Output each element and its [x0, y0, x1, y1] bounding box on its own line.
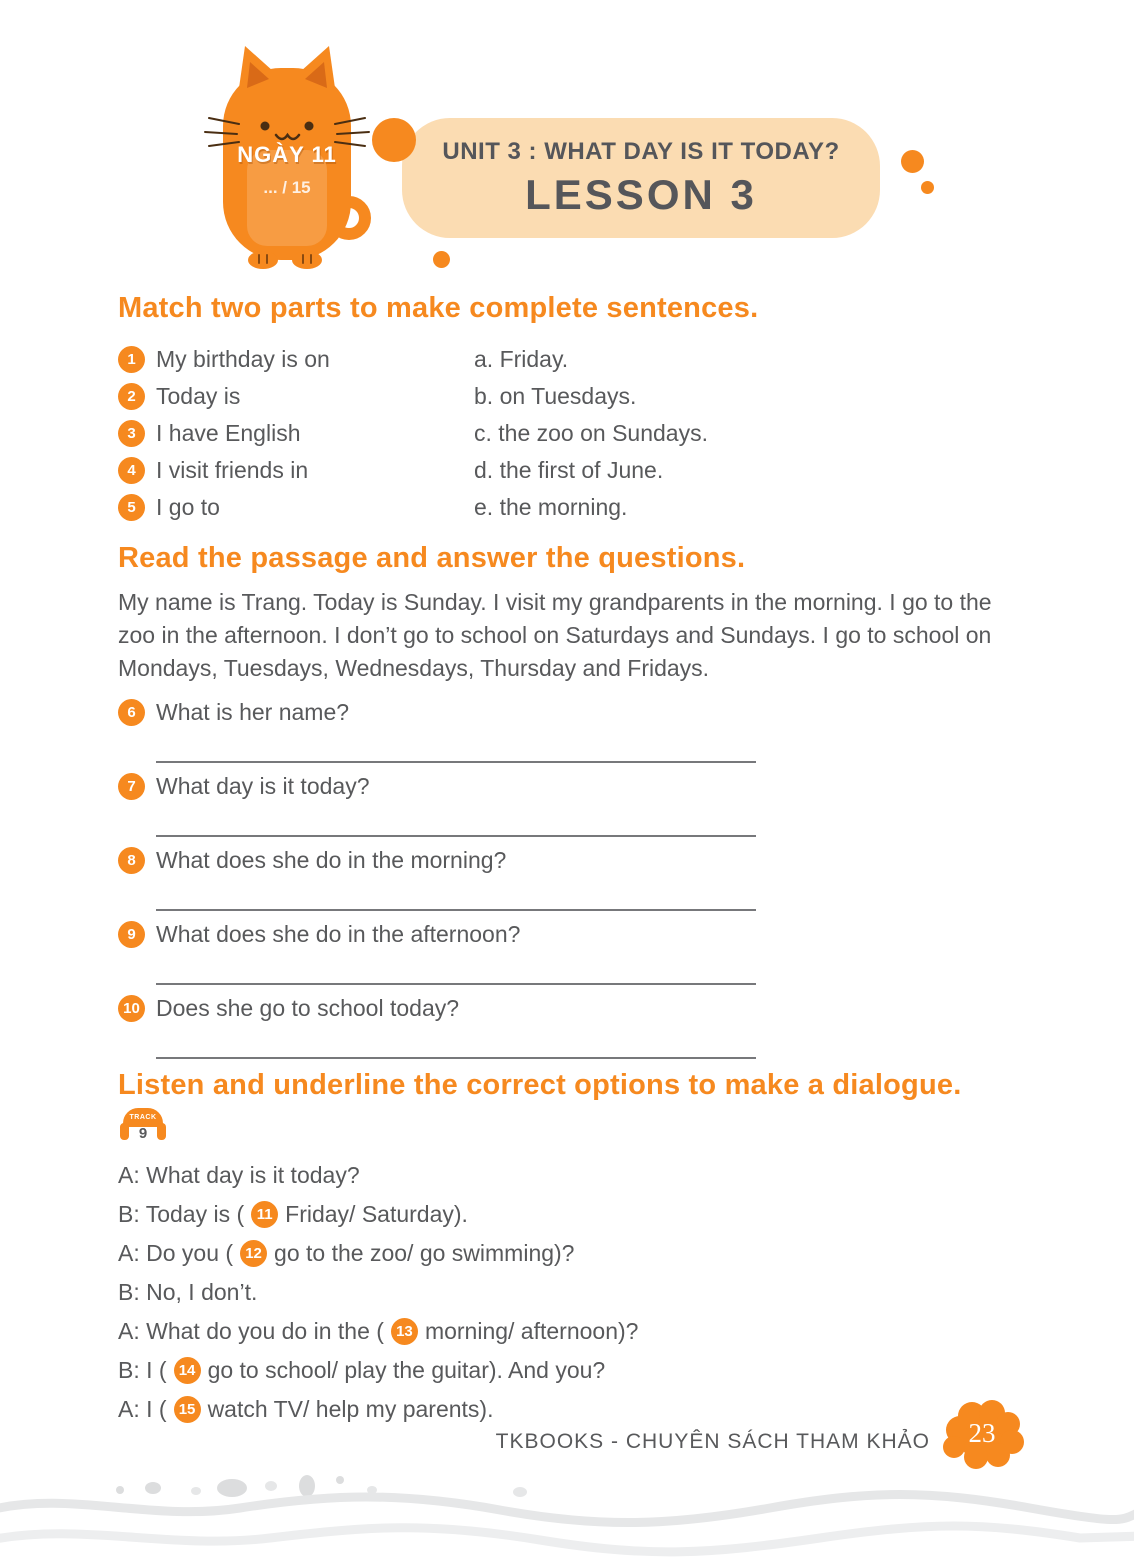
question-text: What is her name? [156, 699, 350, 726]
question-row [118, 771, 1023, 803]
answer-blank [156, 959, 756, 985]
question-text: What does she do in the afternoon? [156, 921, 521, 948]
question-block [118, 697, 1023, 763]
match-item [118, 415, 1023, 452]
dialogue-text: go to school/ play the guitar). And you? [207, 1357, 606, 1384]
question-block [118, 771, 1023, 837]
item-number-badge: 9 [118, 921, 145, 948]
match-right-text: a. Friday. [474, 346, 569, 373]
lesson-banner [402, 118, 880, 238]
listening-section [118, 1156, 1023, 1429]
item-number-badge: 12 [240, 1240, 267, 1267]
item-number-badge: 13 [391, 1318, 418, 1345]
question-text: What day is it today? [156, 773, 370, 800]
answer-blank [156, 1033, 756, 1059]
item-number-badge: 6 [118, 699, 145, 726]
match-item [118, 341, 1023, 378]
match-right-text: d. the first of June. [474, 457, 664, 484]
dialogue-text: morning/ afternoon)? [424, 1318, 639, 1345]
question-row [118, 919, 1023, 951]
match-right-text: b. on Tuesdays. [474, 383, 637, 410]
question-row [118, 697, 1023, 729]
decor-circle [901, 150, 924, 173]
dialogue-text: B: I ( [118, 1357, 167, 1384]
dialogue-line [118, 1195, 1023, 1234]
match-left-text: Today is [156, 383, 241, 410]
match-right-text: c. the zoo on Sundays. [474, 420, 708, 447]
dialogue-line [118, 1312, 1023, 1351]
dialogue-line [118, 1390, 1023, 1429]
match-item [118, 489, 1023, 526]
reading-section-heading: Read the passage and answer the questions. [118, 542, 746, 575]
page-number: 23 [968, 1418, 996, 1448]
match-item [118, 452, 1023, 489]
unit-title: UNIT 3 : WHAT DAY IS IT TODAY? [442, 137, 840, 165]
item-number-badge: 5 [118, 494, 145, 521]
bottom-wave-decoration [0, 1444, 1134, 1559]
dialogue-text: A: I ( [118, 1396, 167, 1423]
dialogue-text: A: What day is it today? [118, 1162, 360, 1189]
worksheet-content [118, 292, 1023, 1429]
track-label: TRACK [129, 1114, 157, 1122]
dialogue-text: B: Today is ( [118, 1201, 245, 1228]
question-block [118, 845, 1023, 911]
dialogue-text: A: Do you ( [118, 1240, 234, 1267]
match-left-text: I visit friends in [156, 457, 309, 484]
item-number-badge: 3 [118, 420, 145, 447]
answer-blank [156, 811, 756, 837]
reading-passage: My name is Trang. Today is Sunday. I visit my grandparents in the morning. I go to the zoo in the afternoon. I don’t go to school on Saturdays and Sundays. I go to school on Mondays, Tuesdays, Wednesdays, Thursday and Fridays. [118, 588, 992, 681]
dialogue-line [118, 1273, 1023, 1312]
item-number-badge: 1 [118, 346, 145, 373]
dialogue-line [118, 1351, 1023, 1390]
decor-circle [372, 118, 416, 162]
question-text: What does she do in the morning? [156, 847, 507, 874]
decor-circle [433, 251, 450, 268]
audio-track-icon [120, 1108, 166, 1150]
listening-section-heading: Listen and underline the correct options to make a dialogue. [118, 1068, 962, 1101]
headphone-earpad-icon [157, 1123, 166, 1140]
item-number-badge: 4 [118, 457, 145, 484]
item-number-badge: 8 [118, 847, 145, 874]
lesson-title: LESSON 3 [525, 170, 757, 218]
match-section [118, 341, 1023, 526]
publisher-footer: TKBOOKS - CHUYÊN SÁCH THAM KHẢO [495, 1430, 930, 1453]
answer-blank [156, 885, 756, 911]
match-item [118, 378, 1023, 415]
dialogue-text: watch TV/ help my parents). [207, 1396, 494, 1423]
day-badge-label: NGÀY 11 [237, 142, 337, 167]
dialogue-line [118, 1234, 1023, 1273]
cat-mascot-illustration [203, 38, 371, 270]
reading-section [118, 697, 1023, 1059]
item-number-badge: 11 [251, 1201, 278, 1228]
match-section-heading: Match two parts to make complete sentences. [118, 292, 759, 324]
question-block [118, 919, 1023, 985]
question-row [118, 845, 1023, 877]
match-left-text: I have English [156, 420, 301, 447]
answer-blank [156, 737, 756, 763]
dialogue-text: Friday/ Saturday). [285, 1201, 468, 1228]
dialogue-line [118, 1156, 1023, 1195]
dialogue-text: B: No, I don’t. [118, 1279, 258, 1306]
track-number: 9 [138, 1125, 148, 1143]
item-number-badge: 7 [118, 773, 145, 800]
headphone-earpad-icon [120, 1123, 129, 1140]
question-block [118, 993, 1023, 1059]
match-left-text: I go to [156, 494, 220, 521]
decor-circle [921, 181, 934, 194]
match-left-text: My birthday is on [156, 346, 330, 373]
question-row [118, 993, 1023, 1025]
item-number-badge: 14 [174, 1357, 201, 1384]
dialogue-text: A: What do you do in the ( [118, 1318, 384, 1345]
score-label: ... / 15 [263, 178, 311, 197]
match-right-text: e. the morning. [474, 494, 628, 521]
item-number-badge: 10 [118, 995, 145, 1022]
question-text: Does she go to school today? [156, 995, 460, 1022]
item-number-badge: 2 [118, 383, 145, 410]
item-number-badge: 15 [174, 1396, 201, 1423]
dialogue-text: go to the zoo/ go swimming)? [274, 1240, 575, 1267]
